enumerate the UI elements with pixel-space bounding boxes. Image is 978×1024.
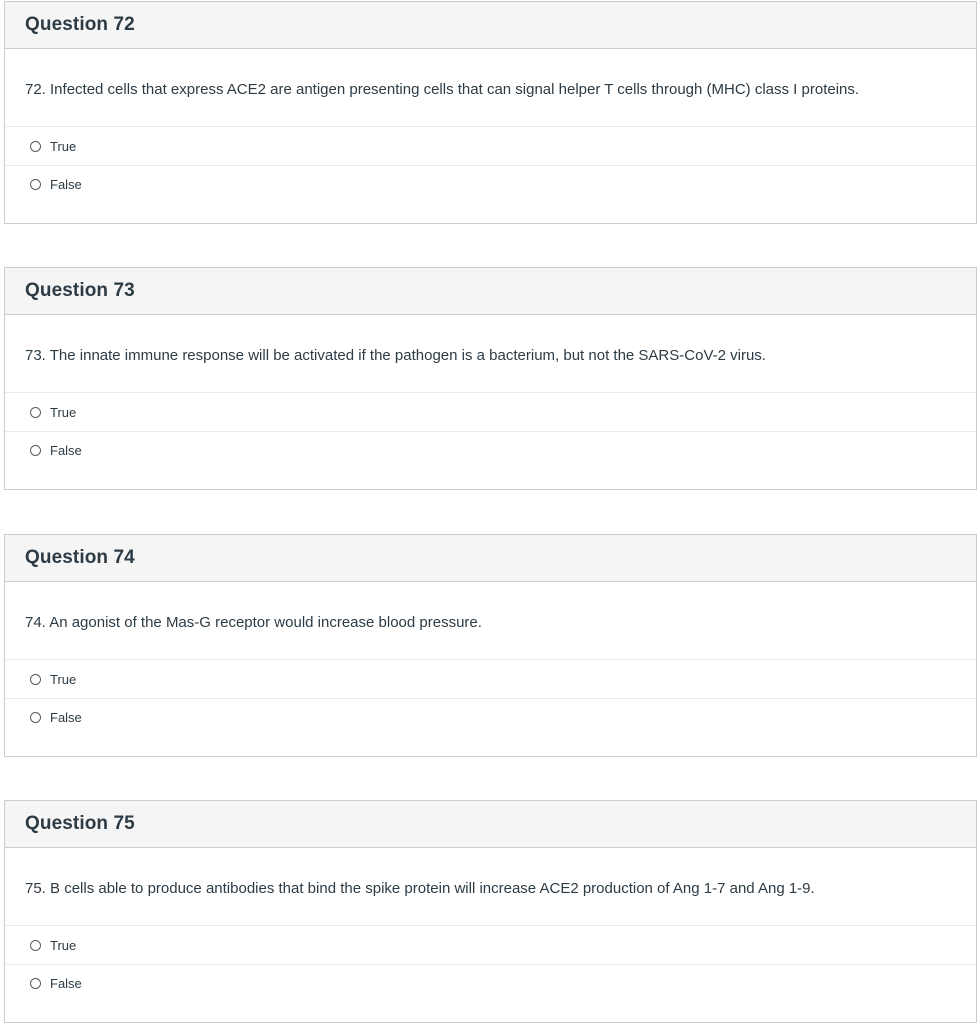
radio-button[interactable]: [30, 407, 41, 418]
radio-button[interactable]: [30, 978, 41, 989]
question-body: [5, 848, 976, 1022]
radio-button[interactable]: [30, 141, 41, 152]
question-title: Question 73: [25, 280, 135, 301]
question-75: [4, 800, 977, 1023]
radio-button[interactable]: [30, 712, 41, 723]
question-title: Question 75: [25, 813, 135, 834]
question-text: 73. The innate immune response will be activated if the pathogen is a bacterium, but not the SARS-CoV-2 virus.: [5, 315, 976, 393]
answer-label: False: [50, 976, 82, 991]
answer-false[interactable]: [5, 165, 976, 203]
question-body: [5, 49, 976, 223]
answer-false[interactable]: [5, 698, 976, 736]
question-text: 74. An agonist of the Mas-G receptor would increase blood pressure.: [5, 582, 976, 660]
answer-label: True: [50, 937, 77, 953]
question-body: [5, 315, 976, 489]
answer-label: True: [50, 671, 77, 687]
radio-button[interactable]: [30, 674, 41, 685]
question-73: [4, 267, 977, 490]
answer-label: True: [50, 138, 77, 154]
answer-false[interactable]: [5, 431, 976, 469]
answer-true[interactable]: [5, 660, 976, 698]
question-title: Question 72: [25, 14, 135, 35]
question-text: 75. B cells able to produce antibodies that bind the spike protein will increase ACE2 production of Ang 1-7 and Ang 1-9.: [5, 848, 976, 926]
answer-true[interactable]: [5, 127, 976, 165]
question-body: [5, 582, 976, 756]
radio-button[interactable]: [30, 179, 41, 190]
question-74: [4, 534, 977, 757]
answer-false[interactable]: [5, 964, 976, 1002]
answer-label: False: [50, 177, 82, 192]
answer-label: True: [50, 404, 77, 420]
answer-true[interactable]: [5, 926, 976, 964]
answer-true[interactable]: [5, 393, 976, 431]
question-header: [5, 801, 976, 848]
question-title: Question 74: [25, 547, 135, 568]
question-text: 72. Infected cells that express ACE2 are antigen presenting cells that can signal helper T cells through (MHC) class I proteins.: [5, 49, 976, 127]
radio-button[interactable]: [30, 940, 41, 951]
question-header: [5, 268, 976, 315]
answer-label: False: [50, 710, 82, 725]
radio-button[interactable]: [30, 445, 41, 456]
question-72: [4, 1, 977, 224]
question-header: [5, 535, 976, 582]
answer-label: False: [50, 443, 82, 458]
question-header: [5, 2, 976, 49]
